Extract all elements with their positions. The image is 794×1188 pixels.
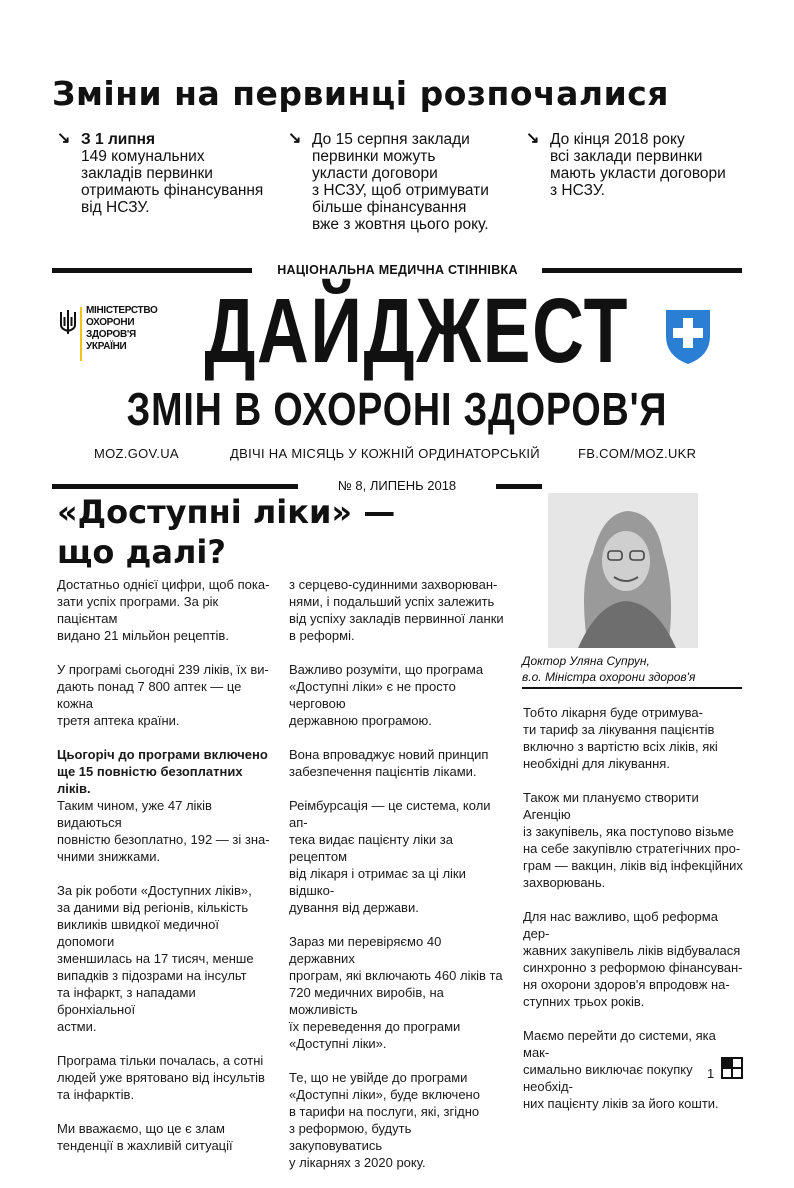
page-number: 1 bbox=[707, 1066, 715, 1081]
digest-title: ДАЙДЖЕСТ bbox=[204, 280, 630, 382]
issue-rule-right bbox=[496, 484, 542, 489]
article-title-line: що далі? bbox=[57, 533, 226, 571]
page-headline: Зміни на первинці розпочалися bbox=[52, 74, 669, 113]
arrow-down-right-icon: ↘ bbox=[288, 130, 302, 147]
bullet-line: первинки можуть bbox=[312, 148, 436, 165]
frequency-text: ДВІЧІ НА МІСЯЦЬ У КОЖНІЙ ОРДИНАТОРСЬКІЙ bbox=[230, 446, 540, 461]
masthead-rule-right bbox=[542, 268, 742, 273]
arrow-down-right-icon: ↘ bbox=[57, 130, 71, 147]
bullet-line: До 15 серпня заклади bbox=[312, 131, 470, 148]
paragraph: За рік роботи «Доступних ліків», за даними від регіонів, кількість викликів швидкої медичної допомоги зменшилась на 17 тисяч, менше випадків з підозрами на інсульт та інфаркт, з нападами бронхіальної астми. bbox=[57, 883, 254, 1034]
paragraph: Тобто лікарня буде отримува- ти тариф за лікування пацієнтів включно з вартістю всіх ліків, які необхідні для лікування. bbox=[523, 705, 718, 771]
paragraph: Цьогоріч до програми включено ще 15 повністю безоплатних ліків. Таким чином, уже 47 ліків видаються повністю безоплатно, 192 — зі зна- чними знижками. bbox=[57, 747, 270, 864]
bullet-line: укласти договори bbox=[312, 165, 438, 182]
paragraph: Програма тільки почалась, а сотні людей уже врятовано від інсультів та інфарктів. bbox=[57, 1053, 265, 1102]
column-2 bbox=[289, 576, 504, 1188]
bullet-line: від НСЗУ. bbox=[81, 199, 150, 216]
bullet-line: отримають фінансування bbox=[81, 182, 264, 199]
bullet-line: До кінця 2018 року bbox=[550, 131, 685, 148]
bullet-text bbox=[312, 131, 516, 233]
caption-line: Доктор Уляна Супрун, bbox=[522, 654, 650, 668]
grid-icon bbox=[721, 1057, 743, 1079]
facebook-link[interactable]: FB.COM/MOZ.UKR bbox=[578, 446, 697, 461]
masthead-label: НАЦІОНАЛЬНА МЕДИЧНА СТІННІВКА bbox=[277, 263, 518, 277]
bullet-text bbox=[550, 131, 756, 199]
bullet-line: вже з жовтня цього року. bbox=[312, 216, 489, 233]
paragraph: Те, що не увійде до програми «Доступні ліки», буде включено в тарифи на послуги, які, згідно з реформою, будуть закуповуватись у лікарнях з 2020 року. bbox=[289, 1070, 480, 1170]
bullet-line: з НСЗУ, щоб отримувати bbox=[312, 182, 489, 199]
ukraine-trident-icon bbox=[58, 309, 78, 335]
paragraph: Маємо перейти до системи, яка мак- симально виключає покупку необхід- них пацієнту ліків за його кошти. bbox=[523, 1028, 719, 1111]
paragraph: Вона впроваджує новий принцип забезпечення пацієнтів ліками. bbox=[289, 747, 489, 779]
portrait-photo bbox=[548, 493, 698, 648]
ministry-line: УКРАЇНИ bbox=[86, 341, 127, 352]
caption-rule bbox=[522, 687, 742, 689]
ministry-name bbox=[86, 305, 158, 353]
paragraph: Також ми плануємо створити Агенцію із закупівель, яка поступово візьме на себе закупівлю стратегічних про- грам — вакцин, ліків від інфекційних захворювань. bbox=[523, 790, 743, 890]
site-link[interactable]: MOZ.GOV.UA bbox=[94, 446, 179, 461]
paragraph: Важливо розуміти, що програма «Доступні ліки» є не просто черговою державною програмою. bbox=[289, 662, 484, 728]
bullet-line: всі заклади первинки bbox=[550, 148, 703, 165]
bullet-3 bbox=[526, 131, 756, 199]
ministry-line: МІНІСТЕРСТВО bbox=[86, 305, 158, 316]
masthead-rule-left bbox=[52, 268, 252, 273]
arrow-down-right-icon: ↘ bbox=[526, 130, 540, 147]
medical-cross-shield-icon bbox=[662, 306, 714, 366]
bullet-line: З 1 липня bbox=[81, 131, 156, 148]
column-1 bbox=[57, 576, 272, 1171]
bullet-line: мають укласти договори bbox=[550, 165, 726, 182]
paragraph: Реімбурсація — це система, коли ап- тека видає пацієнту ліки за рецептом від лікаря і отримає за ці ліки відшко- дування від держави. bbox=[289, 798, 491, 915]
ministry-line: ЗДОРОВ'Я bbox=[86, 329, 136, 340]
paragraph: Достатньо однієї цифри, щоб пока- зати успіх програми. За рік пацієнтам видано 21 мільйон рецептів. bbox=[57, 577, 270, 643]
article-title bbox=[57, 492, 507, 572]
ministry-accent-bar bbox=[80, 307, 82, 361]
bullet-line: з НСЗУ. bbox=[550, 182, 605, 199]
bullet-2 bbox=[288, 131, 516, 233]
issue-number: № 8, ЛИПЕНЬ 2018 bbox=[337, 478, 457, 493]
portrait-illustration bbox=[548, 493, 698, 648]
bullet-1 bbox=[57, 131, 272, 216]
bullet-line: більше фінансування bbox=[312, 199, 467, 216]
photo-caption bbox=[522, 653, 742, 685]
caption-line: в.о. Міністра охорони здоров'я bbox=[522, 670, 696, 684]
paragraph: Ми вважаємо, що це є злам тенденції в жахливій ситуації bbox=[57, 1121, 233, 1153]
paragraph: з серцево-судинними захворюван- нями, і подальший успіх залежить від успіху закладів первинної ланки в реформі. bbox=[289, 577, 504, 643]
bullet-line: закладів первинки bbox=[81, 165, 213, 182]
paragraph: Зараз ми перевіряємо 40 державних програм, які включають 460 ліків та 720 медичних виробів, на можливість їх переведення до програми «Доступні ліки». bbox=[289, 934, 503, 1051]
digest-subtitle: ЗМІН В ОХОРОНІ ЗДОРОВ'Я bbox=[126, 383, 668, 435]
bullet-text bbox=[81, 131, 272, 216]
bullet-line: 149 комунальних bbox=[81, 148, 205, 165]
ministry-line: ОХОРОНИ bbox=[86, 317, 135, 328]
paragraph: Для нас важливо, щоб реформа дер- жавних закупівель ліків відбувалася синхронно з реформою фінансуван- ня охорони здоров'я впродовж на- ступних трьох років. bbox=[523, 909, 743, 1009]
paragraph: У програмі сьогодні 239 ліків, їх ви- дають понад 7 800 аптек — це кожна третя аптека країни. bbox=[57, 662, 269, 728]
ministry-logo bbox=[58, 305, 168, 365]
article-title-line: «Доступні ліки» — bbox=[57, 493, 396, 531]
issue-rule-left bbox=[52, 484, 298, 489]
